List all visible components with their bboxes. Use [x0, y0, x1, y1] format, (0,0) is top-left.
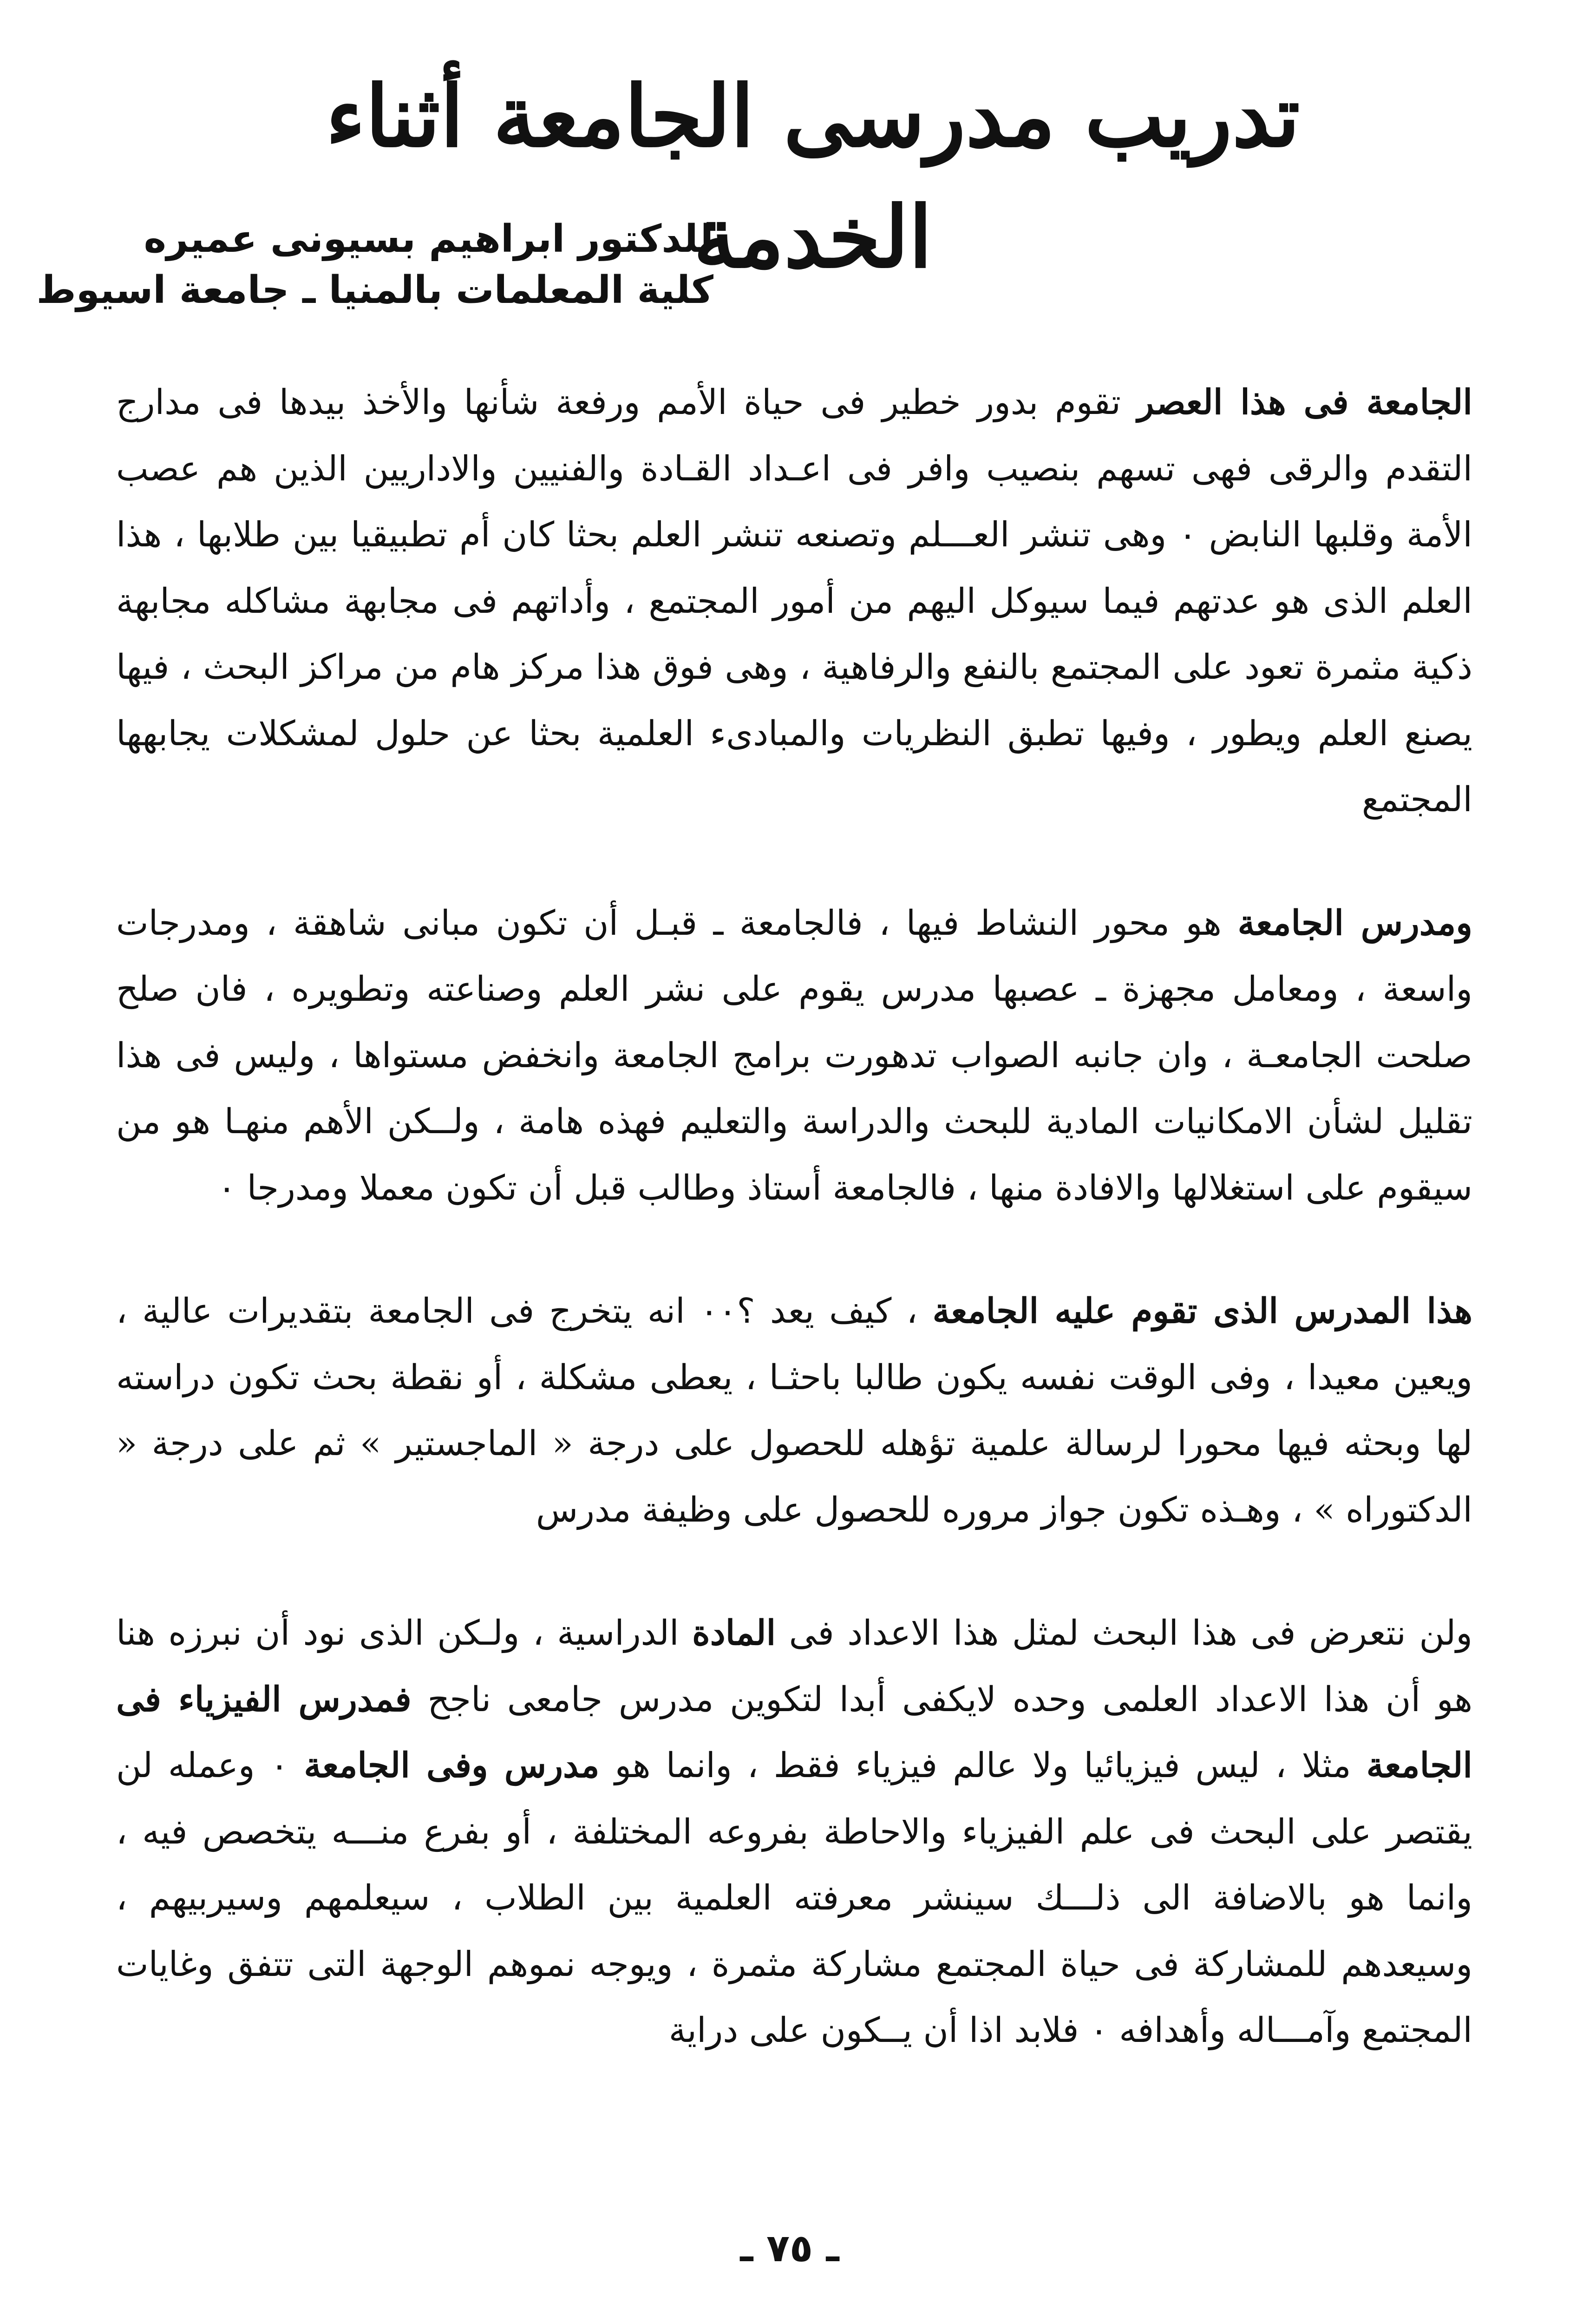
- paragraph-3-lead: هذا المدرس الذى تقوم عليه الجامعة: [932, 1291, 1472, 1331]
- paragraph-4-part-c: الدراسية ، ولـكن الذى نود أن نبرزه هنا هو أن هذا الاعداد العلمى وحده لايكفى أبدا لتكوين مدرس جامعى ناجح: [116, 1613, 1472, 1719]
- paragraph-4-part-e: مثلا ، ليس فيزيائيا ولا عالم فيزياء فقط ، وانما هو: [599, 1746, 1367, 1785]
- paragraph-1: [116, 369, 1472, 833]
- paragraph-4-emphasis-a: المادة: [692, 1613, 776, 1653]
- paragraph-4-part-g: ٠ وعمله لن يقتصر على البحث فى علم الفيزياء والاحاطة بفروعه المختلفة ، أو بفرع منـــه يتخصص فيه ، وانما هو بالاضافة الى ذلـــك سينشر معرفته العلمية بين الطلاب ، سيعلمهم وسيربيهم ، وسيعدهم للمشاركة فى حياة المجتمع مشاركة مثمرة ، ويوجه نموهم الوجهة التى تتفق وغايات المجتمع وآمـــاله وأهدافه ٠ فلابد اذا أن يــكون على دراية: [116, 1746, 1472, 2050]
- paragraph-3: [116, 1278, 1472, 1543]
- paragraph-4-emphasis-b: فمدرس الفيزياء فى الجامعة: [116, 1679, 1472, 1785]
- paragraph-4-emphasis-c: مدرس وفى الجامعة: [304, 1746, 600, 1785]
- paragraph-2: [116, 890, 1472, 1221]
- author-name: للدكتور ابراهيم بسيونى عميره: [144, 217, 713, 261]
- article-body: [116, 369, 1472, 2064]
- paragraph-3-text: ، كيف يعد ؟٠٠ انه يتخرج فى الجامعة بتقديرات عالية ، ويعين معيدا ، وفى الوقت نفسه يكون طالبا باحثـا ، يعطى مشكلة ، أو نقطة بحث تكون دراسته لها وبحثه فيها محورا لرسالة علمية تؤهله للحصول على درجة « الماجستير » ثم على درجة « الدكتوراه » ، وهـذه تكون جواز مروره للحصول على وظيفة مدرس: [116, 1291, 1472, 1530]
- paragraph-2-lead: ومدرس الجامعة: [1237, 903, 1472, 943]
- page-number: ـ ٧٥ ـ: [740, 2226, 839, 2271]
- paragraph-2-text: هو محور النشاط فيها ، فالجامعة ـ قبـل أن تكون مبانى شاهقة ، ومدرجات واسعة ، ومعامل مجهزة ـ عصبها مدرس يقوم على نشر العلم وصناعته وتطويره ، فان صلح صلحت الجامعـة ، وان جانبه الصواب تدهورت برامج الجامعة وانخفض مستواها ، وليس فى هذا تقليل لشأن الامكانيات المادية للبحث والدراسة والتعليم فهذه هامة ، ولــكن الأهم منهـا هو من سيقوم على استغلالها والافادة منها ، فالجامعة أستاذ وطالب قبل أن تكون معملا ومدرجا ٠: [116, 903, 1472, 1208]
- paragraph-4-part-a: ولن نتعرض فى هذا البحث لمثل هذا الاعداد فى: [776, 1613, 1472, 1653]
- paragraph-1-text: تقوم بدور خطير فى حياة الأمم ورفعة شأنها والأخذ بيدها فى مدارج التقدم والرقى فهى تسهم بنصيب وافر فى اعـداد القـادة والفنيين والاداريين الذين هم عصب الأمة وقلبها النابض ٠ وهى تنشر العـــلم وتصنعه تنشر العلم بحثا كان أم تطبيقيا بين طلابها ، هذا العلم الذى هو عدتهم فيما سيوكل اليهم من أمور المجتمع ، وأداتهم فى مجابهة مشاكله مجابهة ذكية مثمرة تعود على المجتمع بالنفع والرفاهية ، وهى فوق هذا مركز هام من مراكز البحث ، فيها يصنع العلم ويطور ، وفيها تطبق النظريات والمبادىء العلمية بحثا عن حلول لمشكلات يجابهها المجتمع: [116, 382, 1472, 820]
- article-title: تدريب مدرسى الجامعة أثناء الخدمة: [326, 66, 1300, 287]
- paragraph-4: [116, 1600, 1472, 2064]
- author-affiliation: كلية المعلمات بالمنيا ـ جامعة اسيوط: [36, 268, 713, 312]
- paragraph-1-lead: الجامعة فى هذا العصر: [1137, 382, 1472, 422]
